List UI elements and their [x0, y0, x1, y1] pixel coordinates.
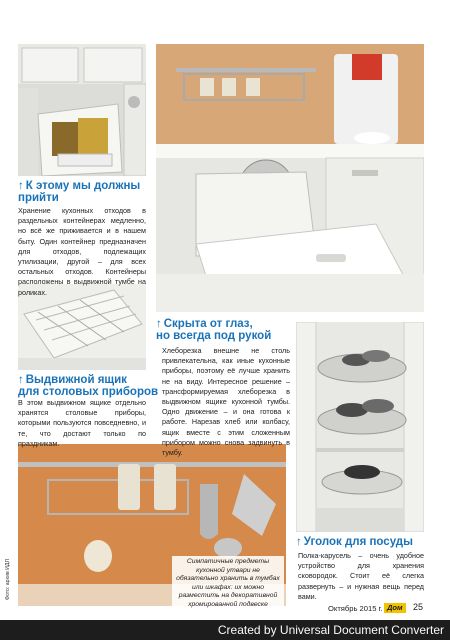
text-bread-slicer: Хлеборезка внешне не столь привлекательна, как иные кухонные приборы, поэтому её лучше хранить не на виду. Интересное решение – трансформируемая хлеборезка в выдвижном ящике кухонной тумбы. Одно движение – и она готова к работе. Нарезав хлеб или колбасу, ящик вместе с этим сложенным прибором можно снова задвинуть в тумбу. [162, 346, 290, 458]
photo-credit: Фото: архив ИДЛ [5, 559, 11, 600]
photo-caption: Симпатичные предметы кухонной утвари не обязательно хранить в тумбах или шкафах: их можно разместить на декоративной хромированной подвеске [172, 556, 284, 612]
heading-waste-bins: ↑ К этому мы должны прийти [18, 180, 141, 204]
arrow-up-icon: ↑ [156, 318, 162, 330]
text-cutlery-drawer: В этом выдвижном ящике отдельно хранятся столовые приборы, которыми пользуются повседневно, и те, что достают только по праздникам. [18, 398, 146, 448]
photo-waste-bins [18, 44, 146, 176]
watermark-banner: Created by Universal Document Converter [0, 620, 450, 640]
photo-corner-carousel [296, 322, 424, 532]
page-number: 25 [413, 602, 424, 612]
heading-bread-slicer: ↑ Скрыта от глаз, но всегда под рукой [156, 318, 272, 342]
heading-cutlery-drawer: ↑ Выдвижной ящик для столовых приборов [18, 374, 159, 398]
magazine-logo: Дом [384, 603, 406, 613]
text-waste-bins: Хранение кухонных отходов в раздельных контейнерах медленно, но всё же приживается и в нашем быту. Один контейнер предназначен для отходов, подлежащих утилизации, другой – для всех остальных отходов. Контейнеры расположены в выдвижной тумбе на роликах. [18, 206, 146, 297]
text-corner-carousel: Полка-карусель – очень удобное устройство для хранения сковородок. Стоит её слегка развернуть – и нужная вещь перед вами. [298, 551, 424, 601]
arrow-up-icon: ↑ [18, 374, 24, 386]
arrow-up-icon: ↑ [18, 180, 24, 192]
heading-corner-carousel: ↑ Уголок для посуды [296, 536, 413, 548]
photo-bread-slicer [156, 44, 424, 312]
footer-date: Октябрь 2015 г. [328, 604, 383, 613]
arrow-up-icon: ↑ [296, 536, 302, 548]
